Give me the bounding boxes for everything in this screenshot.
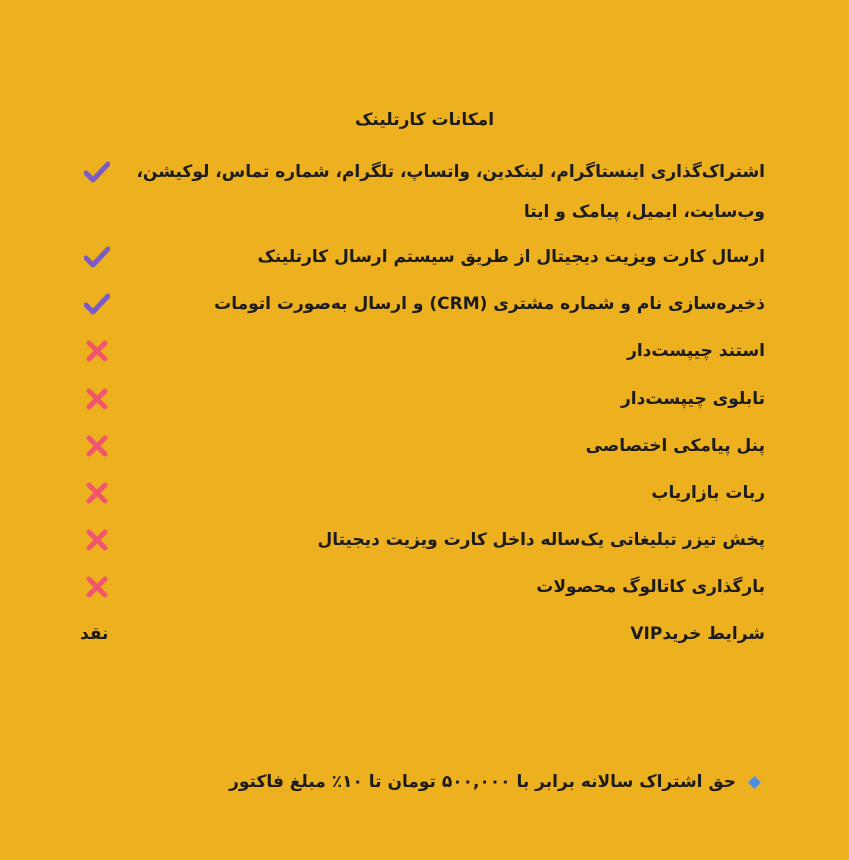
cross-icon bbox=[80, 476, 114, 510]
feature-row bbox=[80, 152, 765, 232]
subscription-text: حق اشتراک سالانه برابر با ۵۰۰,۰۰۰ تومان تا ۱۰٪ مبلغ فاکتور bbox=[229, 772, 736, 792]
feature-text: پخش تیزر تبلیغاتی یک‌ساله داخل کارت ویزیت دیجیتال bbox=[317, 530, 765, 550]
feature-text: استند چیپست‌دار bbox=[627, 341, 765, 361]
feature-row bbox=[80, 284, 765, 324]
feature-text: پنل پیامکی اختصاصی bbox=[585, 436, 765, 456]
feature-row bbox=[80, 426, 765, 466]
subscription-note bbox=[229, 762, 759, 802]
purchase-value: نقد bbox=[80, 624, 109, 644]
feature-row bbox=[80, 379, 765, 419]
check-icon bbox=[80, 287, 114, 321]
purchase-label: شرایط خریدVIP bbox=[630, 624, 765, 644]
cross-icon bbox=[80, 429, 114, 463]
cross-icon bbox=[80, 334, 114, 368]
check-icon bbox=[80, 240, 114, 274]
cross-icon bbox=[80, 523, 114, 557]
feature-text: تابلوی چیپست‌دار bbox=[620, 389, 765, 409]
feature-row bbox=[80, 331, 765, 371]
cross-icon bbox=[80, 570, 114, 604]
feature-row bbox=[80, 520, 765, 560]
cross-icon bbox=[80, 382, 114, 416]
diamond-bullet-icon bbox=[748, 776, 761, 789]
feature-text: بارگذاری کاتالوگ محصولات bbox=[536, 577, 765, 597]
purchase-row bbox=[80, 614, 765, 654]
feature-text: ارسال کارت ویزیت دیجیتال از طریق سیستم ارسال کارتلینک bbox=[257, 247, 765, 267]
feature-text: ربات بازاریاب bbox=[651, 483, 765, 503]
section-title: امکانات کارتلینک bbox=[354, 110, 495, 130]
feature-row bbox=[80, 473, 765, 513]
feature-text: اشتراک‌گذاری اینستاگرام، لینکدین، واتساپ، تلگرام، شماره تماس، لوکیشن، وب‌سایت، ایمیل، پیامک و ایتا bbox=[136, 162, 765, 222]
check-icon bbox=[80, 155, 114, 189]
feature-row bbox=[80, 567, 765, 607]
feature-row bbox=[80, 237, 765, 277]
feature-text: ذخیره‌سازی نام و شماره مشتری (CRM) و ارسال به‌صورت اتومات bbox=[214, 294, 765, 314]
